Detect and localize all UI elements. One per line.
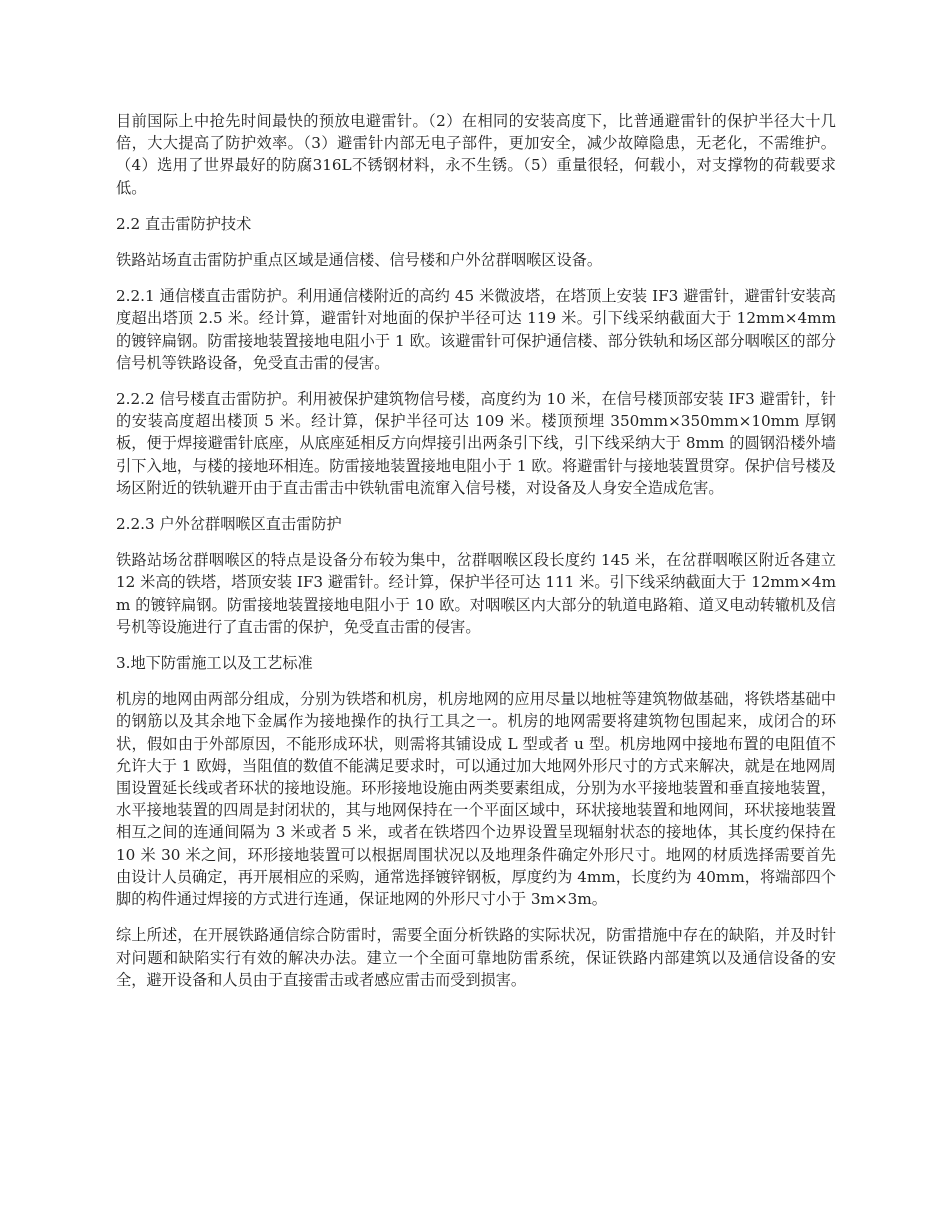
section-heading-3: 3.地下防雷施工以及工艺标准 bbox=[116, 654, 313, 673]
paragraph-intro-continuation: 目前国际上中抢先时间最快的预放电避雷针。（2）在相同的安装高度下，比普通避雷针的保护半径大十几倍，大大提高了防护效率。（3）避雷针内部无电子部件，更加安全，减少故障隐患，无老化，不需维护。（4）选用了世界最好的防腐316L不锈钢材料，永不生锈。（5）重量很轻，何载小，对支撑物的荷载要求低。 bbox=[116, 112, 836, 197]
paragraph-2-2-2: 2.2.2 信号楼直击雷防护。利用被保护建筑物信号楼，高度约为 10 米，在信号楼顶部安装 IF3 避雷针，针的安装高度超出楼顶 5 米。经计算，保护半径可达 109 米。楼顶预埋 350mm×350mm×10mm 厚钢板，便于焊接避雷针底座，从底座延相反方向焊接引出两条引下线，引下线采纳大于 8mm 的圆钢沿楼外墙引下入地，与楼的接地环相连。防雷接地装置接地电阻小于 1 欧。将避雷针与接地装置贯穿。保护信号楼及场区附近的铁轨避开由于直击雷击中铁轨雷电流窜入信号楼，对设备及人身安全造成危害。 bbox=[116, 390, 836, 497]
paragraph-grounding-network: 机房的地网由两部分组成，分别为铁塔和机房，机房地网的应用尽量以地桩等建筑物做基础，将铁塔基础中的钢筋以及其余地下金属作为接地操作的执行工具之一。机房的地网需要将建筑物包围起来，成闭合的环状，假如由于外部原因，不能形成环状，则需将其铺设成 L 型或者 u 型。机房地网中接地布置的电阻值不允许大于 1 欧姆，当阻值的数值不能满足要求时，可以通过加大地网外形尺寸的方式来解决，就是在地网周围设置延长线或者环状的接地设施。环形接地设施由两类要素组成，分别为水平接地装置和垂直接地装置，水平接地装置的四周是封闭状的，其与地网保持在一个平面区域中，环状接地装置和地网间，环状接地装置相互之间的连通间隔为 3 米或者 5 米，或者在铁塔四个边界设置呈现辐射状态的接地体，其长度约保持在 10 米 30 米之间，环形接地装置可以根据周围状况以及地理条件确定外形尺寸。地网的材质选择需要首先由设计人员确定，再开展相应的采购，通常选择镀锌钢板，厚度约为 4mm，长度约为 40mm，将端部四个脚的构件通过焊接的方式进行连通，保证地网的外形尺寸小于 3m×3m。 bbox=[116, 690, 836, 909]
paragraph-2-2-1: 2.2.1 通信楼直击雷防护。利用通信楼附近的高约 45 米微波塔，在塔顶上安装 IF3 避雷针，避雷针安装高度超出塔顶 2.5 米。经计算，避雷针对地面的保护半径可达 119 米。引下线采纳截面大于 12mm×4mm 的镀锌扁钢。防雷接地装置接地电阻小于 1 欧。该避雷针可保护通信楼、部分铁轨和场区部分咽喉区的部分信号机等铁路设备，免受直击雷的侵害。 bbox=[116, 287, 836, 372]
paragraph-conclusion: 综上所述，在开展铁路通信综合防雷时，需要全面分析铁路的实际状况，防雷措施中存在的缺陷，并及时针对问题和缺陷实行有效的解决办法。建立一个全面可靠地防雷系统，保证铁路内部建筑以及通信设备的安全，避开设备和人员由于直接雷击或者感应雷击而受到损害。 bbox=[116, 926, 836, 989]
paragraph-focus-areas: 铁路站场直击雷防护重点区域是通信楼、信号楼和户外岔群咽喉区设备。 bbox=[116, 251, 602, 270]
section-heading-2-2: 2.2 直击雷防护技术 bbox=[116, 214, 252, 233]
section-heading-2-2-3: 2.2.3 户外岔群咽喉区直击雷防护 bbox=[116, 515, 342, 534]
document-body bbox=[116, 110, 836, 1005]
paragraph-throat-area: 铁路站场岔群咽喉区的特点是设备分布较为集中，岔群咽喉区段长度约 145 米，在岔群咽喉区附近各建立 12 米高的铁塔，塔顶安装 IF3 避雷针。经计算，保护半径可达 111 米。引下线采纳截面大于 12mm×4mm 的镀锌扁钢。防雷接地装置接地电阻小于 10 欧。对咽喉区内大部分的轨道电路箱、道叉电动转辙机及信号机等设施进行了直击雷的保护，免受直击雷的侵害。 bbox=[116, 551, 836, 636]
